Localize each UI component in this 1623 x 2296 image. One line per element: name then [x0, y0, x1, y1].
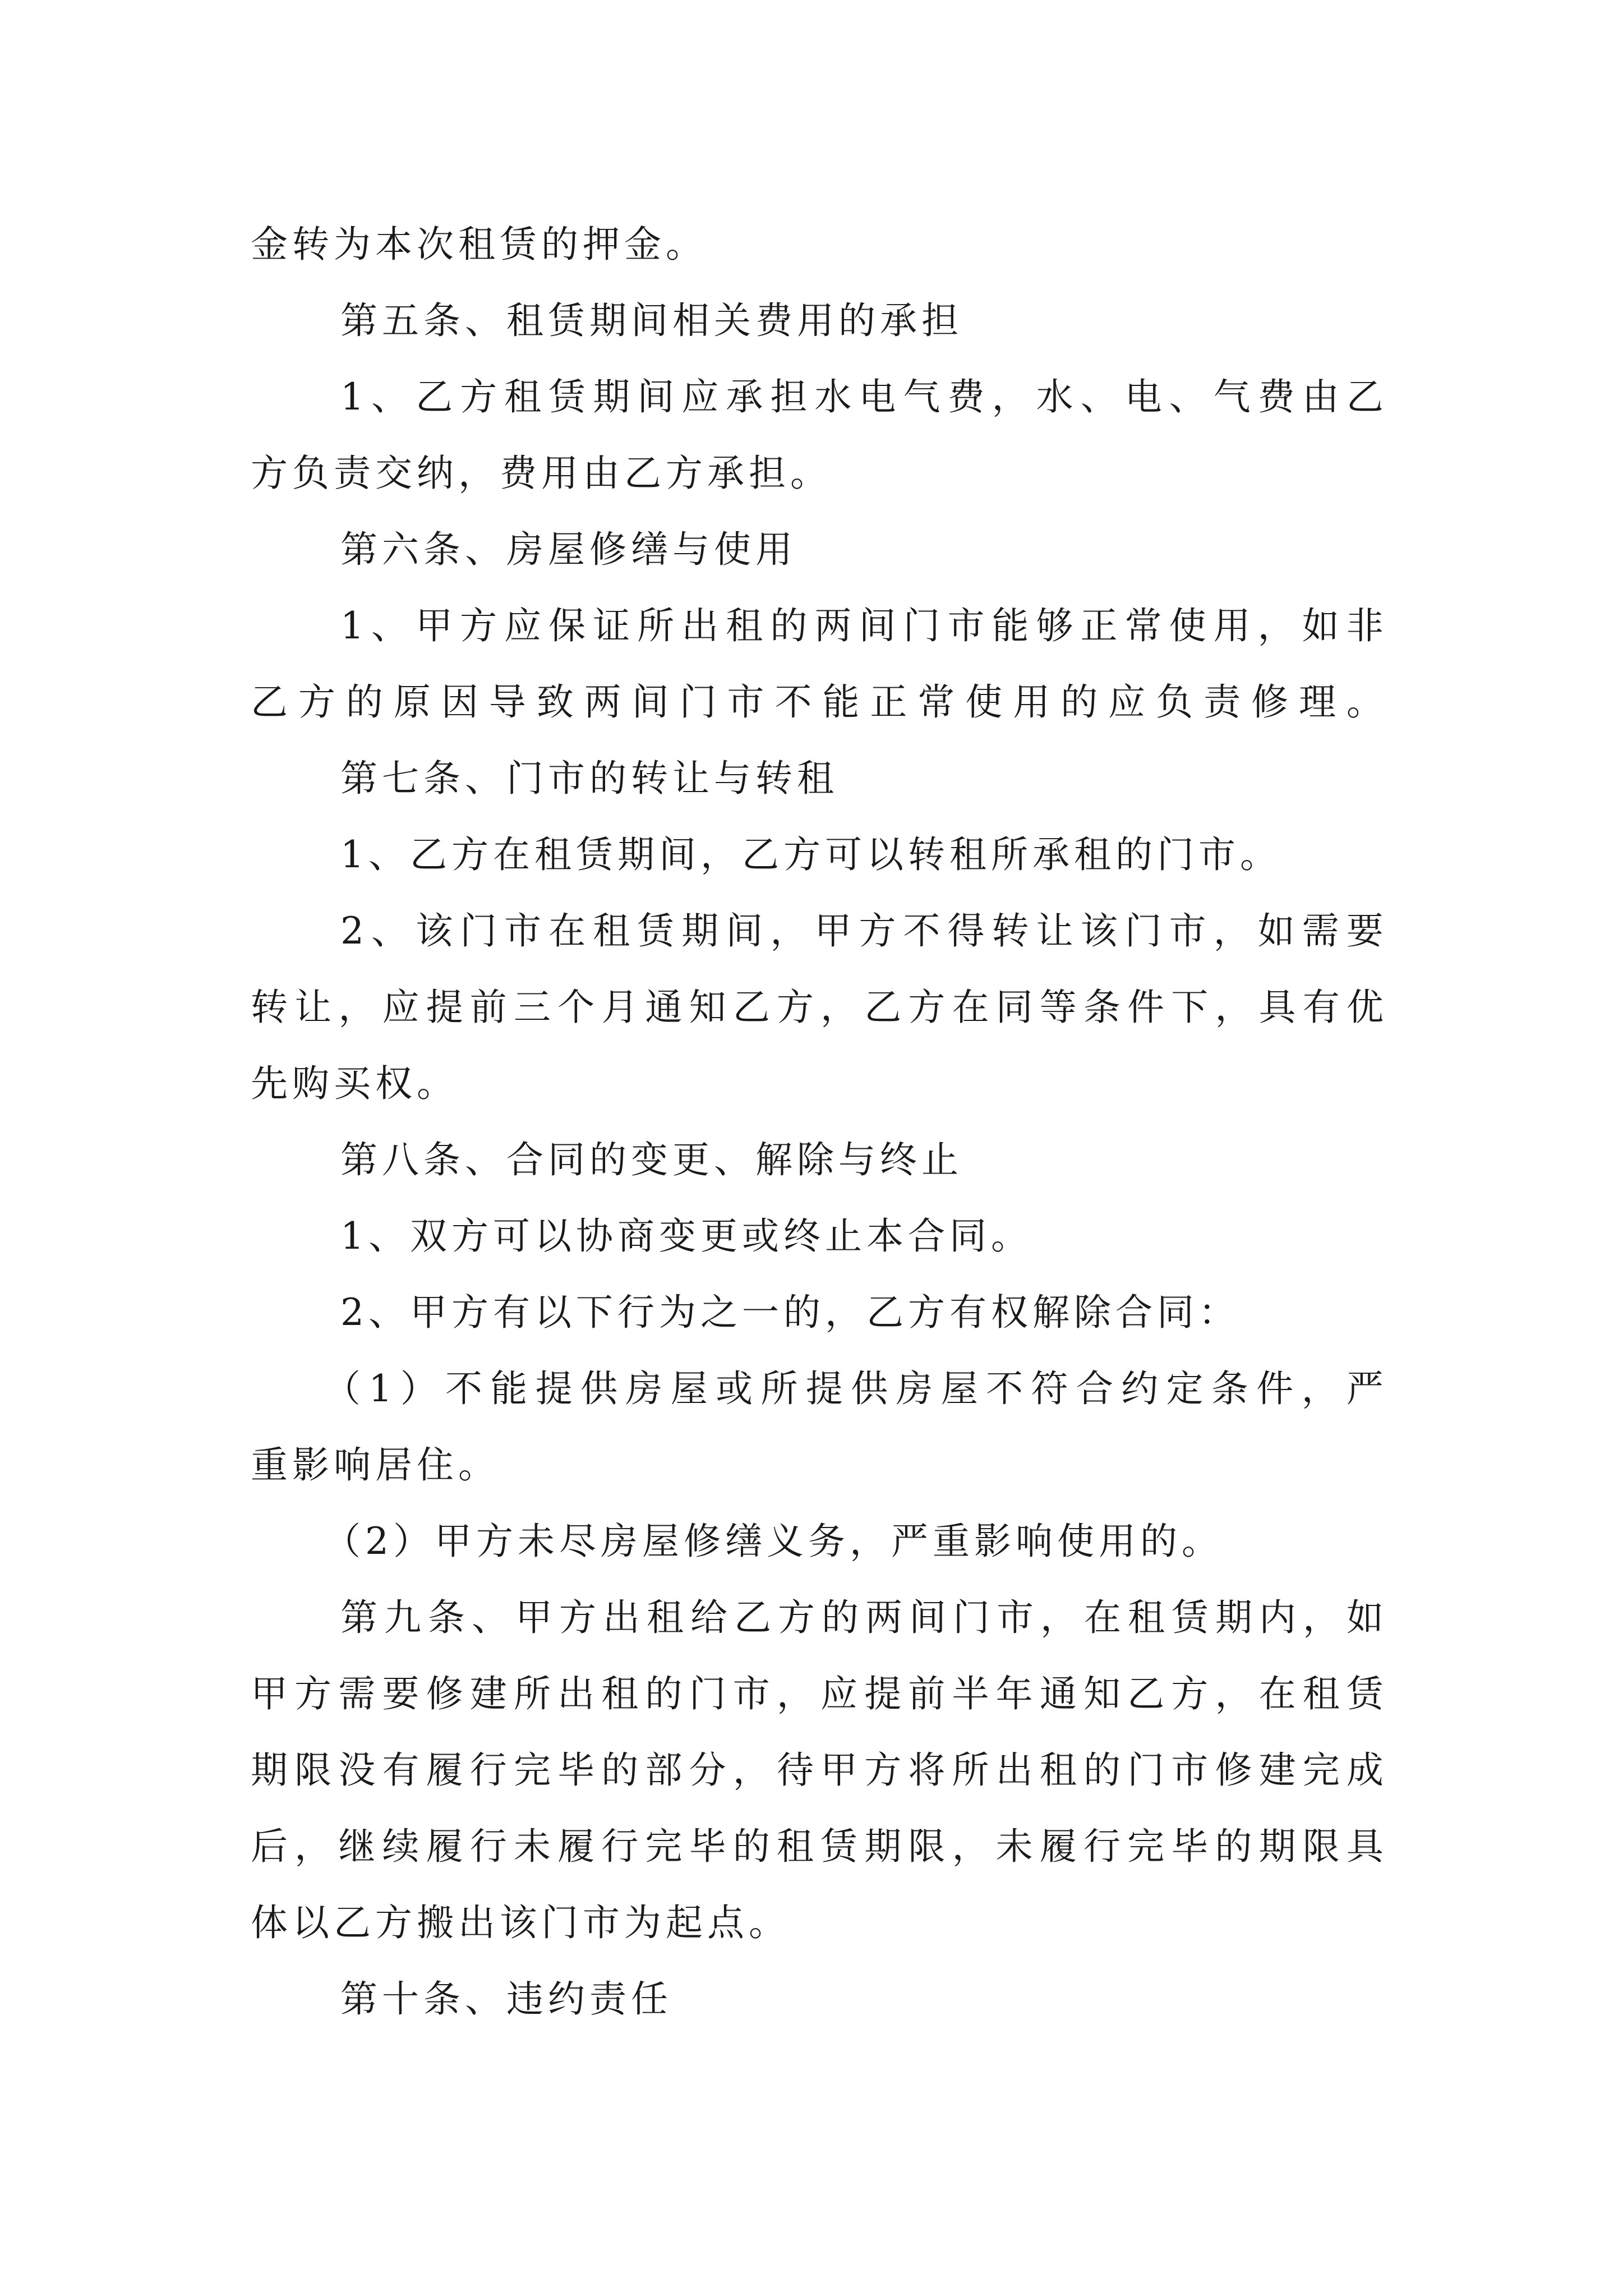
text-line: 后 ， 继 续 履 行 未 履 行 完 毕 的 租 赁 期 限 ， 未 履 行 完 毕 的 期 限 具: [251, 1825, 1384, 1868]
text-line: 转 让 ， 应 提 前 三 个 月 通 知 乙 方 ， 乙 方 在 同 等 条 件 下 ， 具 有 优: [251, 986, 1384, 1029]
text-line: 第 九 条 、 甲 方 出 租 给 乙 方 的 两 间 门 市 ， 在 租 赁 期 内 ， 如: [340, 1596, 1384, 1639]
text-line: （ 1 ） 不 能 提 供 房 屋 或 所 提 供 房 屋 不 符 合 约 定 条 件 ， 严: [324, 1367, 1384, 1410]
text-line: 方负责交纳，费用由乙方承担。: [251, 452, 832, 495]
text-line: 2、甲方有以下行为之一的，乙方有权解除合同：: [340, 1291, 1240, 1334]
text-line: 1 、 乙 方 租 赁 期 间 应 承 担 水 电 气 费 ， 水 、 电 、 气 费 由 乙: [340, 375, 1384, 418]
text-line: （2）甲方未尽房屋修缮义务，严重影响使用的。: [324, 1520, 1223, 1563]
text-line: 期 限 没 有 履 行 完 毕 的 部 分 ， 待 甲 方 将 所 出 租 的 门 市 修 建 完 成: [251, 1749, 1384, 1792]
text-line: 重影响居住。: [251, 1443, 500, 1487]
text-line: 第八条、合同的变更、解除与终止: [340, 1138, 963, 1181]
text-line: 体以乙方搬出该门市为起点。: [251, 1901, 790, 1944]
text-line: 先购买权。: [251, 1062, 458, 1105]
text-line: 1、乙方在租赁期间，乙方可以转租所承租的门市。: [340, 833, 1281, 876]
text-line: 1、双方可以协商变更或终止本合同。: [340, 1214, 1032, 1258]
text-line: 2 、 该 门 市 在 租 赁 期 间 ， 甲 方 不 得 转 让 该 门 市 ， 如 需 要: [340, 909, 1384, 953]
document-body: [251, 206, 1384, 2037]
text-line: 金转为本次租赁的押金。: [251, 223, 707, 266]
text-line: 第十条、违约责任: [340, 1977, 672, 2021]
text-line: 甲 方 需 要 修 建 所 出 租 的 门 市 ， 应 提 前 半 年 通 知 乙 方 ， 在 租 赁: [251, 1672, 1384, 1715]
text-line: 第六条、房屋修缮与使用: [340, 528, 797, 571]
document-page: [251, 206, 1384, 2037]
text-line: 1 、 甲 方 应 保 证 所 出 租 的 两 间 门 市 能 够 正 常 使 用 ， 如 非: [340, 604, 1384, 647]
text-line: 第五条、租赁期间相关费用的承担: [340, 299, 963, 342]
text-line: 乙 方 的 原 因 导 致 两 间 门 市 不 能 正 常 使 用 的 应 负 责 修 理 。: [251, 680, 1384, 724]
text-line: 第七条、门市的转让与转租: [340, 757, 838, 800]
